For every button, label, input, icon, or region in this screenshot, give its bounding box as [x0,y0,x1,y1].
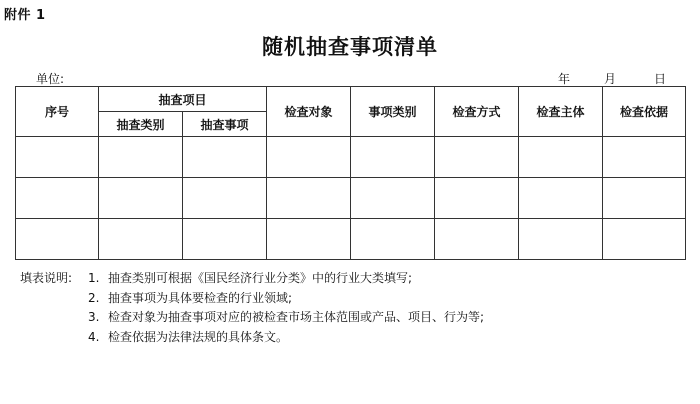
table-cell[interactable] [183,137,267,178]
unit-label: 单位: [36,72,65,86]
header-category: 抽查类别 [99,112,183,137]
notes-list [20,269,484,347]
notes-lead-label: 填表说明: [20,271,73,285]
table-cell[interactable] [435,219,519,260]
table-cell[interactable] [99,178,183,219]
table-cell[interactable] [435,137,519,178]
notes-indent [20,289,88,309]
table-cell[interactable] [267,137,351,178]
notes-indent [20,328,88,348]
header-seq: 序号 [16,87,99,137]
table-cell[interactable] [99,219,183,260]
notes-indent [20,308,88,328]
table-cell[interactable] [603,178,686,219]
date-month-label: 月 [604,72,617,86]
notes-section [20,269,484,347]
inspection-table [15,86,686,260]
table-cell[interactable] [603,219,686,260]
table-cell[interactable] [183,178,267,219]
note-text: 抽查事项为具体要检查的行业领域; [108,290,293,305]
date-day-label: 日 [654,72,667,86]
header-basis: 检查依据 [603,87,686,137]
page-title: 随机抽查事项清单 [262,34,438,59]
note-text: 抽查类别可根据《国民经济行业分类》中的行业大类填写; [108,271,413,285]
note-item [20,269,484,289]
table-row [16,137,686,178]
table-cell[interactable] [603,137,686,178]
attachment-label: 附件 1 [4,8,46,23]
table-cell[interactable] [435,178,519,219]
table-cell[interactable] [16,219,99,260]
table-row [16,178,686,219]
note-item [20,308,484,328]
table-cell[interactable] [267,219,351,260]
header-item: 抽查事项 [183,112,267,137]
header-item-type: 事项类别 [351,87,435,137]
table-body [16,137,686,260]
table-row [16,219,686,260]
note-number: 2. [88,290,100,305]
table-cell[interactable] [16,178,99,219]
note-item [20,289,484,309]
header-method: 检查方式 [435,87,519,137]
table-cell[interactable] [351,219,435,260]
note-number: 4. [88,329,100,344]
note-number: 3. [88,310,100,324]
date-year-label: 年 [558,72,571,86]
table-cell[interactable] [351,178,435,219]
table-cell[interactable] [519,137,603,178]
table-cell[interactable] [519,178,603,219]
header-inspection-item: 抽查项目 [99,87,267,112]
header-subject: 检查主体 [519,87,603,137]
table-cell[interactable] [519,219,603,260]
table-cell[interactable] [183,219,267,260]
note-number: 1. [88,271,100,285]
header-object: 检查对象 [267,87,351,137]
table-cell[interactable] [16,137,99,178]
note-text: 检查对象为抽查事项对应的被检查市场主体范围或产品、项目、行为等; [108,310,485,324]
note-text: 检查依据为法律法规的具体条文。 [108,329,289,344]
table-cell[interactable] [351,137,435,178]
table-cell[interactable] [267,178,351,219]
note-item [20,328,484,348]
table-cell[interactable] [99,137,183,178]
